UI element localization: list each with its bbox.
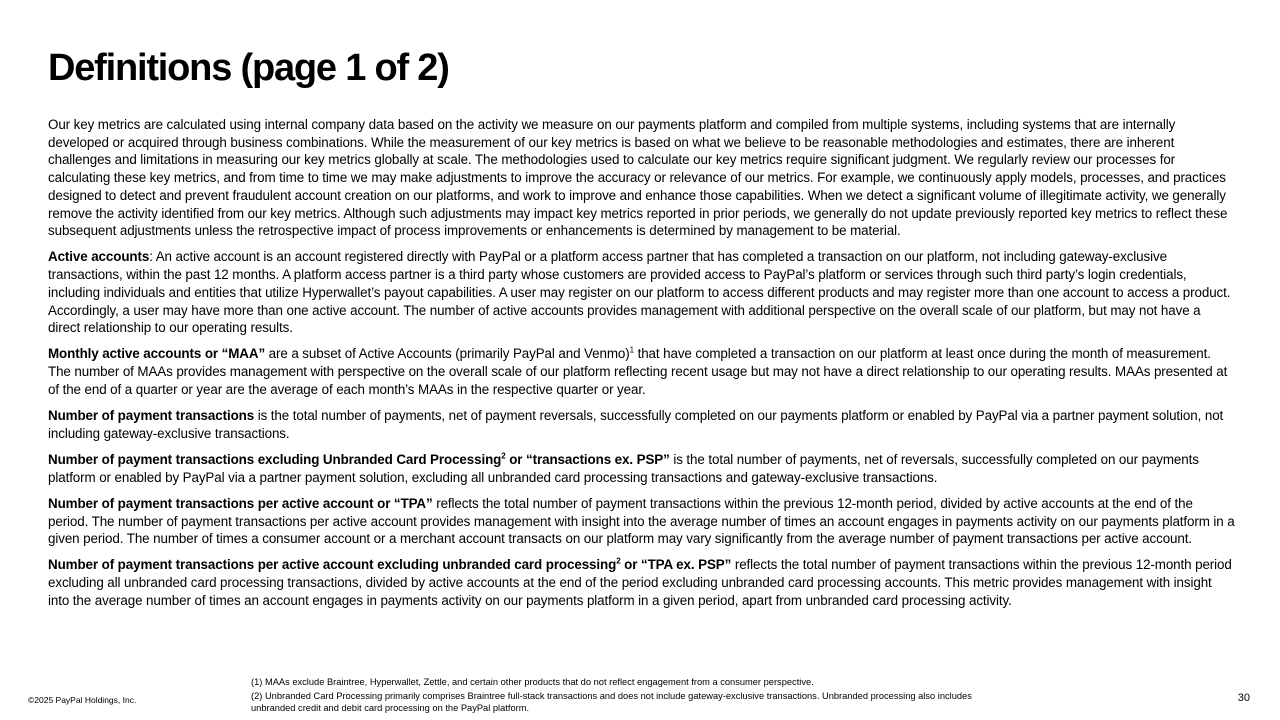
term-part: Number of payment transactions per active account excluding unbranded card processing bbox=[48, 557, 617, 573]
copyright-notice: ©2025 PayPal Holdings, Inc. bbox=[28, 695, 137, 705]
definition-text: that have completed a transaction on our platform at least once during the month of measurement. The number of MAAs provides management with perspective on the overall scale of our platform reflecting recent usage but may not have a direct relationship to our operating results. MAAs presented at of the end of a quarter or year are the average of each month’s MAAs in the respective quarter or year. bbox=[48, 346, 1228, 397]
footnote-ref-1: 1 bbox=[629, 345, 634, 355]
term-transactions-ex-psp bbox=[48, 452, 670, 467]
definition-text: : An active account is an account registered directly with PayPal or a platform access partner that has completed a transaction on our platform, not including gateway-exclusive transactions, within the past 12 months. A platform access partner is a third party whose customers are provided access to PayPal’s platform or services through such third party’s login credentials, including individuals and entities that utilize Hyperwallet’s payout capabilities. A user may register on our platform to access different products and may register more than one account to access a product. Accordingly, a user may have more than one active account. The number of active accounts provides management with additional perspective on the overall scale of our platform, but may not have a direct relationship to our operating results. bbox=[48, 249, 1231, 336]
definition-text: are a subset of Active Accounts (primarily PayPal and Venmo) bbox=[265, 346, 630, 362]
definition-text: reflects the total number of payment transactions within the previous 12-month period excluding all unbranded card processing transactions, divided by active accounts at the end of the period excluding unbranded card processing accounts. This metric provides management with insight into the average number of times an account engages in payments activity on our payments platform in a given period, apart from unbranded card processing activity. bbox=[48, 557, 1232, 608]
definition-text: reflects the total number of payment transactions within the previous 12-month period, divided by active accounts at the end of the period. The number of payment transactions per active account provides management with insight into the average number of times an account engages in payments activity on our payments platform in a given period. The number of times a consumer account or a merchant account transacts on our platform may vary significantly from the average number of payment transactions per active account. bbox=[48, 495, 1235, 547]
definition-maa bbox=[48, 345, 1236, 398]
term-maa: Monthly active accounts or “MAA” bbox=[48, 346, 266, 362]
term-payment-transactions: Number of payment transactions bbox=[48, 408, 255, 424]
definition-payment-transactions bbox=[48, 407, 1236, 442]
definition-tpa bbox=[48, 495, 1236, 548]
footnote-2: (2) Unbranded Card Processing primarily comprises Braintree full-stack transactions and does not include gateway-exclusive transactions. Unbranded processing also includes unbranded credit and debit card processing on the PayPal platform. bbox=[251, 690, 972, 713]
definition-text: is the total number of payments, net of reversals, successfully completed on our payments platform or enabled by PayPal via a partner payment solution, excluding all unbranded card processing transactions and gateway-exclusive transactions. bbox=[48, 451, 1199, 485]
definition-text: is the total number of payments, net of payment reversals, successfully completed on our payments platform or enabled by PayPal via a partner payment solution, not including gateway-exclusive transactions. bbox=[48, 408, 1224, 441]
footnote-1: (1) MAAs exclude Braintree, Hyperwallet, Zettle, and certain other products that do not reflect engagement from a consumer perspective. bbox=[251, 677, 814, 687]
term-active-accounts: Active accounts bbox=[48, 249, 150, 265]
definition-tpa-ex-psp bbox=[48, 556, 1236, 609]
footnotes bbox=[251, 676, 981, 716]
footnote-ref-2: 2 bbox=[616, 557, 621, 566]
term-part: Number of payment transactions excluding Unbranded Card Processing bbox=[48, 451, 502, 467]
definition-active-accounts bbox=[48, 248, 1236, 337]
footnote-ref-2: 2 bbox=[501, 451, 506, 461]
intro-paragraph: Our key metrics are calculated using internal company data based on the activity we measure on our payments platform and compiled from multiple systems, including systems that are internally developed or acquired through business combinations. While the measurement of our key metrics is based on what we believe to be reasonable methodologies and estimates, there are inherent challenges and limitations in measuring our key metrics globally at scale. The methodologies used to calculate our key metrics require significant judgment. We regularly review our processes for calculating these key metrics, and from time to time we may make adjustments to improve the accuracy or relevance of our metrics. For example, we continuously apply models, processes, and practices designed to detect and prevent fraudulent account creation on our platforms, and work to improve and enhance those capabilities. When we detect a significant volume of illegitimate activity, we generally remove the activity identified from our key metrics. Although such adjustments may impact key metrics reported in prior periods, we generally do not update previously reported key metrics to reflect these subsequent adjustments unless the retrospective impact of process improvements or enhancements is determined by management to be material. bbox=[48, 117, 1228, 239]
page-number: 30 bbox=[1237, 692, 1250, 704]
term-part: or “transactions ex. PSP” bbox=[505, 451, 670, 467]
term-tpa-ex-psp bbox=[48, 557, 731, 572]
definition-transactions-ex-psp bbox=[48, 451, 1236, 486]
page-title: Definitions (page 1 of 2) bbox=[48, 47, 449, 89]
definitions-body bbox=[48, 116, 1236, 618]
term-part: or “TPA ex. PSP” bbox=[620, 557, 732, 573]
term-tpa: Number of payment transactions per active account or “TPA” bbox=[48, 495, 433, 511]
